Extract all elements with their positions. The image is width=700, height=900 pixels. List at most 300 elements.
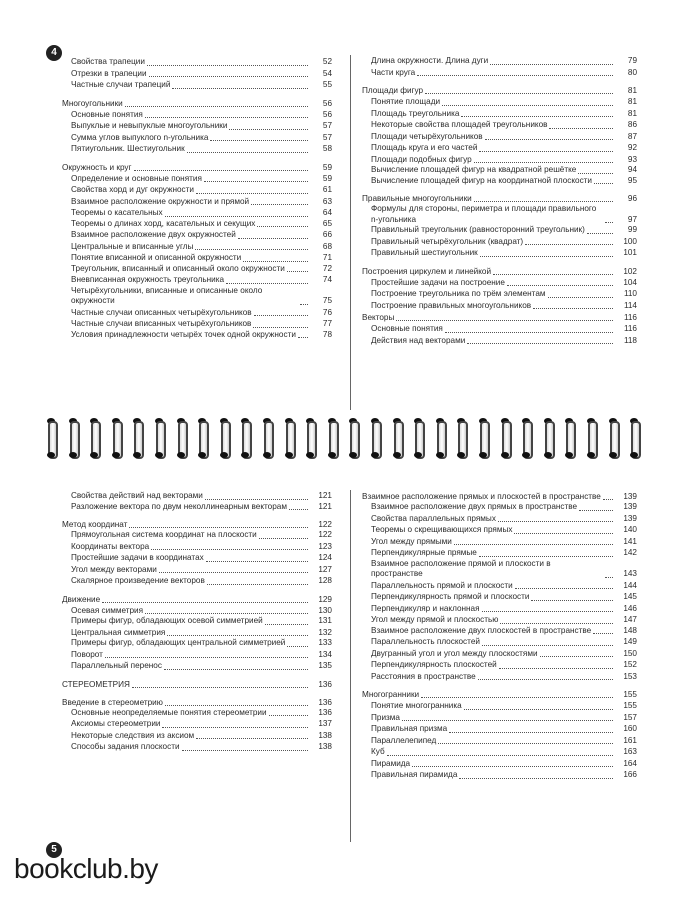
dot-leader xyxy=(593,632,613,634)
toc-section-heading xyxy=(62,696,332,708)
dot-leader xyxy=(490,63,613,65)
binding-hole xyxy=(479,452,487,458)
toc-page-number: 92 xyxy=(627,143,637,152)
dot-leader xyxy=(102,601,308,603)
spiral-ring xyxy=(303,418,317,458)
toc-page-number: 94 xyxy=(627,165,637,174)
toc-page-number: 137 xyxy=(318,719,332,728)
toc-entry xyxy=(62,68,332,80)
spiral-ring xyxy=(238,418,252,458)
toc-entry-title: Площади четырёхугольников xyxy=(371,131,483,141)
toc-entry-title: Метод координат xyxy=(62,520,128,529)
dot-leader xyxy=(182,749,308,751)
toc-entry-title: Вневписанная окружность треугольника xyxy=(71,275,225,284)
dot-leader xyxy=(196,737,308,739)
toc-page-number: 65 xyxy=(322,218,332,228)
toc-entry xyxy=(62,718,332,730)
dot-leader xyxy=(438,742,613,744)
toc-entry xyxy=(62,541,332,553)
toc-entry-title: Правильный шестиугольник xyxy=(371,248,478,257)
toc-entry xyxy=(62,605,332,617)
dot-leader xyxy=(540,655,613,657)
toc-entry-title: Четырёхугольники, вписанные и описанные около окружности xyxy=(71,285,263,305)
toc-entry-title: Площади подобных фигур xyxy=(371,154,472,164)
toc-section-heading xyxy=(62,678,332,690)
toc-entry xyxy=(62,219,332,230)
toc-entry-title: Треугольник, вписанный и описанный около окружности xyxy=(71,263,285,273)
binding-hole xyxy=(177,452,185,458)
binding-hole xyxy=(371,452,379,458)
toc-page-number: 86 xyxy=(627,120,637,129)
spiral-ring xyxy=(606,418,620,458)
toc-page-number: 56 xyxy=(322,98,332,108)
binding-hole xyxy=(263,452,271,458)
column-divider xyxy=(350,490,351,842)
toc-entry xyxy=(62,638,332,649)
toc-page-number: 97 xyxy=(627,214,637,224)
toc-page-number: 141 xyxy=(623,536,637,546)
toc-entry xyxy=(362,614,637,626)
toc-entry-title: Отрезки в трапеции xyxy=(71,68,147,78)
toc-entry-title: Вычисление площадей фигур на координатной плоскости xyxy=(371,175,592,185)
toc-entry xyxy=(362,769,637,781)
toc-page-number: 64 xyxy=(322,208,332,217)
dot-leader xyxy=(507,284,613,286)
toc-entry xyxy=(362,165,637,176)
toc-page-number: 127 xyxy=(318,564,332,574)
toc-entry-title: Пирамида xyxy=(371,758,411,768)
toc-entry xyxy=(362,247,637,259)
toc-entry xyxy=(362,671,637,683)
toc-entry xyxy=(62,730,332,742)
toc-entry xyxy=(62,575,332,587)
toc-entry-title: Правильная призма xyxy=(371,724,448,733)
toc-entry-title: Параллельность прямой и плоскости xyxy=(371,580,513,590)
toc-page-number: 129 xyxy=(318,594,332,604)
toc-entry xyxy=(62,649,332,661)
toc-entry xyxy=(362,225,637,236)
toc-page-number: 66 xyxy=(322,230,332,239)
toc-entry xyxy=(62,173,332,185)
binding-hole xyxy=(501,452,509,458)
toc-section-heading xyxy=(362,265,637,277)
dot-leader xyxy=(594,182,613,184)
toc-entry-title: Простейшие задачи в координатах xyxy=(71,553,204,562)
toc-page-number: 72 xyxy=(322,263,332,273)
toc-page-number: 133 xyxy=(318,638,332,647)
toc-page-number: 136 xyxy=(318,679,332,689)
toc-entry xyxy=(62,307,332,319)
toc-page-number: 164 xyxy=(623,758,637,768)
toc-page-number: 56 xyxy=(322,109,332,119)
toc-page-number: 74 xyxy=(322,275,332,284)
toc-entry xyxy=(62,252,332,264)
page-number-badge: 5 xyxy=(46,842,62,858)
toc-entry-title: Угол между векторами xyxy=(71,564,157,574)
dot-leader xyxy=(259,537,308,539)
toc-page-number: 121 xyxy=(318,491,332,500)
toc-entry xyxy=(362,735,637,747)
toc-page-number: 145 xyxy=(623,592,637,601)
dot-leader xyxy=(243,260,308,262)
toc-page-number: 143 xyxy=(623,569,637,578)
spiral-ring xyxy=(584,418,598,458)
toc-page-number: 155 xyxy=(623,690,637,699)
toc-entry-title: Площадь треугольника xyxy=(371,108,460,118)
toc-entry xyxy=(62,552,332,564)
dot-leader xyxy=(226,282,308,284)
toc-entry xyxy=(62,196,332,208)
binding-hole xyxy=(47,452,55,458)
dot-leader xyxy=(298,336,308,338)
dot-leader xyxy=(425,92,613,94)
toc-entry-title: Площадь круга и его частей xyxy=(371,143,478,152)
spiral-ring xyxy=(174,418,188,458)
dot-leader xyxy=(525,243,613,245)
dot-leader xyxy=(515,587,613,589)
toc-entry-title: Построения циркулем и линейкой xyxy=(362,266,492,276)
dot-leader xyxy=(151,548,308,550)
dot-leader xyxy=(238,237,308,239)
toc-entry xyxy=(362,119,637,131)
dot-leader xyxy=(449,731,613,733)
toc-entry xyxy=(62,286,332,307)
binding-hole xyxy=(436,452,444,458)
toc-entry xyxy=(362,758,637,770)
toc-page-number: 57 xyxy=(322,121,332,130)
toc-page-number: 104 xyxy=(623,277,637,287)
toc-entry-title: Площади фигур xyxy=(362,86,424,95)
toc-page-number: 163 xyxy=(623,747,637,756)
toc-entry xyxy=(362,712,637,724)
toc-entry xyxy=(362,513,637,525)
toc-entry-title: Основные понятия xyxy=(371,324,443,333)
toc-page-number: 161 xyxy=(623,735,637,745)
toc-page-number: 124 xyxy=(318,553,332,562)
toc-entry xyxy=(362,142,637,154)
toc-entry-title: Частные случаи трапеций xyxy=(71,80,171,89)
toc-page-number: 136 xyxy=(318,707,332,717)
toc-entry-title: Действия над векторами xyxy=(371,335,466,345)
toc-entry xyxy=(62,264,332,275)
toc-page-number: 61 xyxy=(322,185,332,194)
toc-entry xyxy=(62,564,332,576)
toc-page-number: 139 xyxy=(623,513,637,523)
toc-right-column xyxy=(362,55,637,346)
toc-entry xyxy=(362,108,637,120)
toc-entry xyxy=(362,659,637,671)
toc-page-number: 155 xyxy=(623,701,637,710)
toc-entry xyxy=(62,143,332,155)
toc-entry-title: Правильный треугольник (равносторонний треугольник) xyxy=(371,225,585,234)
toc-entry-title: Вычисление площадей фигур на квадратной решётке xyxy=(371,165,577,174)
dot-leader xyxy=(147,64,308,66)
toc-entry-title: Построение правильных многоугольников xyxy=(371,300,532,310)
dot-leader xyxy=(474,200,613,202)
toc-section-heading xyxy=(362,192,637,204)
binding-hole xyxy=(285,452,293,458)
toc-page-number: 135 xyxy=(318,661,332,670)
toc-page-number: 110 xyxy=(623,289,637,298)
dot-leader xyxy=(253,326,308,328)
dot-leader xyxy=(145,116,308,118)
toc-entry-title: Понятие площади xyxy=(371,97,441,106)
toc-entry-title: Правильная пирамида xyxy=(371,770,458,779)
toc-entry xyxy=(362,547,637,559)
toc-entry-title: Теоремы о скрещивающихся прямых xyxy=(371,525,513,534)
toc-page-number: 99 xyxy=(627,225,637,234)
toc-entry-title: Перпендикулярность прямой и плоскости xyxy=(371,592,530,601)
spiral-ring xyxy=(519,418,533,458)
toc-entry xyxy=(62,184,332,196)
dot-leader xyxy=(412,765,613,767)
toc-page-number: 102 xyxy=(623,266,637,276)
toc-entry xyxy=(362,524,637,536)
dot-leader xyxy=(480,255,613,257)
toc-entry-title: Двугранный угол и угол между плоскостями xyxy=(371,648,538,658)
toc-entry-title: Основные неопределяемые понятия стереометрии xyxy=(71,707,267,717)
toc-entry-title: Длина окружности. Длина дуги xyxy=(371,56,489,65)
toc-page-number: 81 xyxy=(627,86,637,95)
dot-leader xyxy=(207,583,308,585)
dot-leader xyxy=(165,215,308,217)
dot-leader xyxy=(164,668,308,670)
toc-page-number: 57 xyxy=(322,132,332,142)
spiral-ring xyxy=(325,418,339,458)
toc-entry-title: Центральные и вписанные углы xyxy=(71,241,194,251)
toc-page-number: 68 xyxy=(322,241,332,251)
toc-page-number: 139 xyxy=(623,492,637,501)
toc-entry-title: Простейшие задачи на построение xyxy=(371,277,505,287)
toc-page-number: 123 xyxy=(318,541,332,551)
binding-hole xyxy=(587,452,595,458)
toc-page-number: 87 xyxy=(627,131,637,141)
toc-entry-title: Призма xyxy=(371,712,400,722)
dot-leader xyxy=(125,105,308,107)
toc-page-number: 80 xyxy=(627,67,637,77)
toc-page-number: 128 xyxy=(318,576,332,585)
toc-entry-title: Осевая симметрия xyxy=(71,605,144,615)
dot-leader xyxy=(603,498,613,500)
toc-page-number: 136 xyxy=(318,697,332,707)
dot-leader xyxy=(187,151,308,153)
watermark-text: bookclub.by xyxy=(14,853,158,884)
toc-page-number: 150 xyxy=(623,648,637,658)
dot-leader xyxy=(195,248,308,250)
dot-leader xyxy=(105,656,308,658)
toc-entry xyxy=(362,723,637,735)
toc-page-number: 149 xyxy=(623,637,637,646)
toc-page-number: 146 xyxy=(623,603,637,613)
toc-page-number: 116 xyxy=(623,313,637,322)
dot-leader xyxy=(442,104,613,106)
toc-entry-title: Поворот xyxy=(71,649,103,659)
toc-page-number: 100 xyxy=(623,236,637,246)
toc-page-number: 152 xyxy=(623,660,637,669)
toc-page-number: 101 xyxy=(623,248,637,257)
dot-leader xyxy=(493,273,613,275)
dot-leader xyxy=(605,221,613,223)
dot-leader xyxy=(479,150,613,152)
dot-leader xyxy=(485,138,613,140)
toc-entry-title: Аксиомы стереометрии xyxy=(71,719,161,728)
binding-hole xyxy=(609,452,617,458)
toc-entry xyxy=(362,700,637,712)
toc-entry-title: Куб xyxy=(371,747,385,756)
spiral-ring xyxy=(562,418,576,458)
toc-entry xyxy=(62,502,332,513)
dot-leader xyxy=(421,696,613,698)
toc-entry xyxy=(362,746,637,758)
dot-leader xyxy=(196,192,308,194)
toc-entry xyxy=(62,660,332,672)
toc-page-number: 166 xyxy=(623,770,637,779)
toc-entry xyxy=(362,626,637,637)
dot-leader xyxy=(474,161,613,163)
toc-entry-title: Свойства действий над векторами xyxy=(71,491,203,500)
spiral-ring xyxy=(66,418,80,458)
spiral-ring xyxy=(109,418,123,458)
toc-page-number: 93 xyxy=(627,154,637,164)
toc-page-number: 160 xyxy=(623,724,637,733)
toc-entry xyxy=(362,648,637,660)
toc-entry-title: Свойства трапеции xyxy=(71,57,145,66)
dot-leader xyxy=(129,526,308,528)
dot-leader xyxy=(478,678,613,680)
toc-entry-title: Центральная симметрия xyxy=(71,627,166,637)
toc-section-heading xyxy=(362,490,637,502)
toc-entry xyxy=(62,56,332,68)
dot-leader xyxy=(287,645,308,647)
toc-entry xyxy=(362,204,637,225)
toc-entry-title: Выпуклые и невыпуклые многоугольники xyxy=(71,121,228,130)
toc-entry-title: Способы задания плоскости xyxy=(71,742,180,751)
toc-entry xyxy=(362,67,637,79)
dot-leader xyxy=(459,777,613,779)
dot-leader xyxy=(229,128,308,130)
toc-entry-title: Формулы для стороны, периметра и площади правильного n-угольника xyxy=(371,204,597,224)
toc-page-number: 95 xyxy=(627,175,637,185)
dot-leader xyxy=(549,127,613,129)
dot-leader xyxy=(445,331,613,333)
toc-entry xyxy=(362,154,637,166)
spiral-ring xyxy=(260,418,274,458)
dot-leader xyxy=(533,307,613,309)
toc-entry-title: Взаимное расположение двух окружностей xyxy=(71,230,236,239)
toc-page-number: 58 xyxy=(322,144,332,153)
dot-leader xyxy=(479,555,613,557)
binding-hole xyxy=(155,452,163,458)
spiral-ring xyxy=(454,418,468,458)
dot-leader xyxy=(482,610,613,612)
toc-entry-title: Взаимное расположение прямых и плоскостей в пространстве xyxy=(362,492,601,501)
binding-hole xyxy=(328,452,336,458)
dot-leader xyxy=(417,74,613,76)
toc-entry-title: Перпендикуляр и наклонная xyxy=(371,603,480,613)
toc-entry-title: Угол между прямыми xyxy=(371,536,452,546)
toc-page-number: 114 xyxy=(623,300,637,310)
toc-page-number: 75 xyxy=(322,296,332,305)
toc-entry xyxy=(62,490,332,502)
dot-leader xyxy=(454,543,613,545)
toc-entry-title: Окружность и круг xyxy=(62,162,132,172)
toc-entry-title: Некоторые свойства площадей треугольников xyxy=(371,120,548,129)
toc-page-number: 144 xyxy=(623,580,637,590)
dot-leader xyxy=(269,714,308,716)
toc-page-number: 122 xyxy=(318,530,332,539)
toc-entry xyxy=(62,708,332,719)
dot-leader xyxy=(464,708,613,710)
toc-entry-title: Разложение вектора по двум неколлинеарным векторам xyxy=(71,501,287,511)
toc-entry xyxy=(62,274,332,286)
toc-entry xyxy=(362,96,637,108)
dot-leader xyxy=(514,532,613,534)
toc-entry xyxy=(62,616,332,627)
toc-section-heading xyxy=(362,311,637,323)
dot-leader xyxy=(498,520,613,522)
spiral-ring xyxy=(346,418,360,458)
page-top xyxy=(0,0,700,412)
toc-entry xyxy=(62,530,332,541)
toc-left-column xyxy=(62,490,332,753)
toc-entry-title: Сумма углов выпуклого n-угольника xyxy=(71,132,209,142)
toc-entry-title: Понятие вписанной и описанной окружности xyxy=(71,253,242,262)
toc-page-number: 63 xyxy=(322,196,332,206)
toc-section-heading xyxy=(62,593,332,605)
dot-leader xyxy=(396,319,613,321)
spiral-ring xyxy=(368,418,382,458)
toc-page-number: 59 xyxy=(322,173,332,183)
toc-entry-title: Взаимное расположение прямой и плоскости в пространстве xyxy=(371,558,551,578)
binding-hole xyxy=(220,452,228,458)
toc-entry xyxy=(362,603,637,615)
toc-entry-title: Свойства параллельных прямых xyxy=(371,513,496,523)
page-number-badge: 4 xyxy=(46,45,62,61)
toc-page-number: 77 xyxy=(322,319,332,328)
toc-page-number: 78 xyxy=(322,329,332,339)
toc-page-number: 71 xyxy=(322,253,332,262)
toc-entry-title: Примеры фигур, обладающих центральной симметрией xyxy=(71,638,286,647)
spiral-ring xyxy=(282,418,296,458)
spiral-ring xyxy=(433,418,447,458)
toc-entry xyxy=(362,335,637,347)
toc-entry xyxy=(362,559,637,580)
toc-entry xyxy=(362,591,637,603)
toc-entry xyxy=(62,207,332,219)
toc-section-heading xyxy=(62,161,332,173)
toc-entry xyxy=(362,502,637,513)
toc-entry-title: Определение и основные понятия xyxy=(71,173,202,183)
toc-entry-title: Параллельность плоскостей xyxy=(371,637,480,646)
toc-entry xyxy=(62,330,332,341)
toc-entry-title: Частные случаи вписанных четырёхугольников xyxy=(71,319,252,328)
spiral-ring xyxy=(498,418,512,458)
toc-section-heading xyxy=(362,84,637,96)
toc-entry-title: Теоремы о касательных xyxy=(71,208,163,217)
toc-entry-title: Теоремы о длинах хорд, касательных и секущих xyxy=(71,218,256,228)
toc-page-number: 138 xyxy=(318,730,332,740)
toc-entry xyxy=(62,229,332,241)
toc-page-number: 55 xyxy=(322,80,332,89)
toc-entry xyxy=(62,120,332,132)
toc-page-number: 122 xyxy=(318,520,332,529)
toc-entry-title: Расстояния в пространстве xyxy=(371,671,476,681)
dot-leader xyxy=(159,571,308,573)
toc-entry-title: Условия принадлежности четырёх точек одной окружности xyxy=(71,329,296,339)
toc-page-number: 134 xyxy=(318,649,332,659)
dot-leader xyxy=(605,576,613,578)
toc-entry-title: Построение треугольника по трём элементам xyxy=(371,289,546,298)
